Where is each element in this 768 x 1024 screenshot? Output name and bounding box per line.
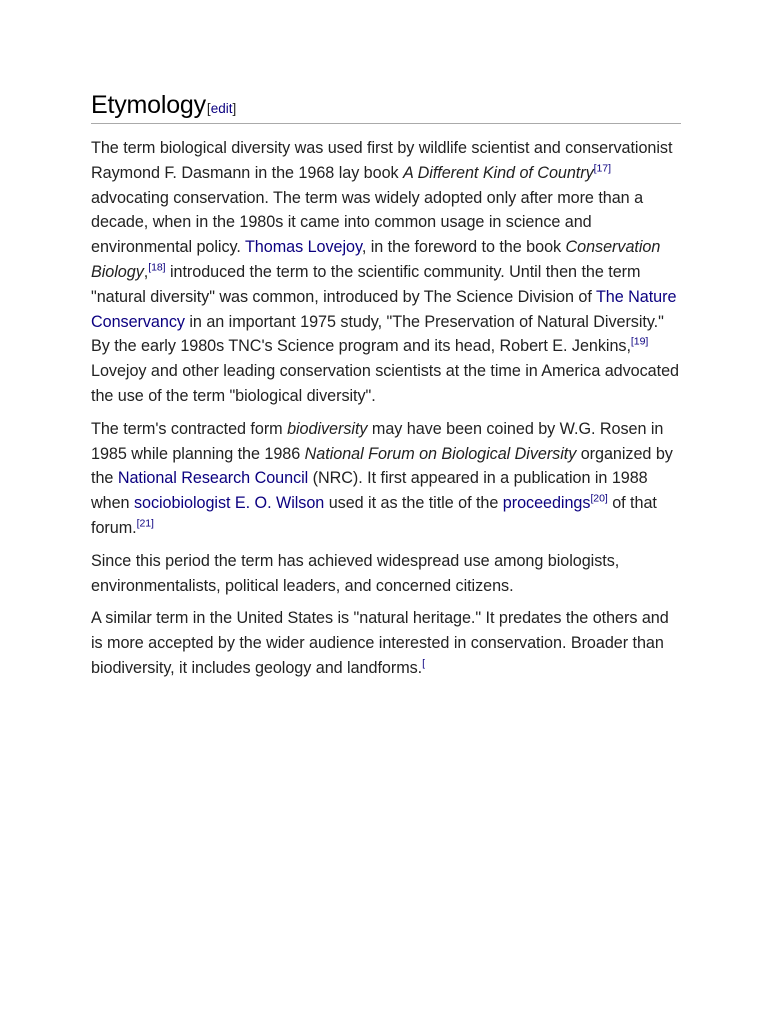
p1-text-7: Lovejoy and other leading conservation scientists at the time in America advocated the use of the term "biological diversity". [91,362,679,405]
book-title-conservation-biology: Conservation Biology [91,238,661,281]
p1-text-1: The term biological diversity was used first by wildlife scientist and conservationist Raymond F. Dasmann in the 1968 lay book [91,139,673,182]
section-heading [91,88,681,124]
paragraph-2 [91,417,681,541]
p1-text-4: , [143,262,149,281]
edit-bracket-close: ] [232,101,237,116]
ref-21 [137,518,154,530]
ref-truncated [422,658,425,670]
term-biodiversity: biodiversity [287,419,368,438]
p2-text-4: (NRC). It first appeared in a publication in 1988 when [91,469,648,513]
ref-18-link[interactable]: [18] [148,261,166,274]
ref-21-link[interactable]: [21] [136,517,154,530]
section-title: Etymology [91,91,206,119]
edit-section [207,101,236,116]
link-nature-conservancy[interactable]: The Nature Conservancy [91,287,677,331]
p1-text-2: advocating conservation. The term was widely adopted only after more than a decade, when in the 1980s it came into common usage in science and environmental policy. [91,188,644,257]
link-sociobiologist[interactable]: sociobiologist [133,494,231,513]
ref-17-link[interactable]: [17] [593,162,611,175]
link-national-research-council[interactable]: National Research Council [117,469,309,488]
ref-truncated-link[interactable]: [ [422,657,425,670]
p3-text: Since this period the term has achieved widespread use among biologists, environmentalists, political leaders, and concerned citizens. [91,551,620,595]
link-eo-wilson[interactable]: E. O. Wilson [234,494,325,513]
p4-text: A similar term in the United States is "natural heritage." It predates the others and is more accepted by the wider audience interested in conservation. Broader than biodiversity, it includes geology and landforms. [91,609,669,677]
ref-19 [631,336,648,348]
edit-link[interactable]: edit [210,101,233,116]
book-title-different-kind: A Different Kind of Country [403,163,594,182]
paragraph-1 [91,136,681,409]
ref-20 [590,493,607,505]
ref-19-link[interactable]: [19] [630,335,649,348]
p2-text-6: used it as the title of the [324,494,503,513]
p2-text-7: of that forum. [91,494,657,537]
ref-18 [148,262,165,274]
article-content [91,88,681,689]
edit-bracket-open: [ [206,101,211,116]
p2-text-3: organized by the [91,444,673,488]
p1-text-3: , in the foreword to the book [361,238,566,257]
p1-text-6: in an important 1975 study, "The Preservation of Natural Diversity." By the early 1980s TNC's Science program and its head, Robert E. Jenkins, [91,312,664,356]
p1-text-5: introduced the term to the scientific community. Until then the term "natural diversity" was common, introduced by The Science Division of [91,262,641,306]
p2-text-2: may have been coined by W.G. Rosen in 1985 while planning the 1986 [91,419,664,463]
link-thomas-lovejoy[interactable]: Thomas Lovejoy [244,238,362,257]
p2-text-1: The term's contracted form [91,419,288,438]
ref-17 [594,162,611,174]
paragraph-4 [91,606,681,680]
link-proceedings[interactable]: proceedings [502,494,591,513]
forum-title: National Forum on Biological Diversity [304,444,577,463]
ref-20-link[interactable]: [20] [590,492,608,505]
paragraph-3 [91,549,681,599]
